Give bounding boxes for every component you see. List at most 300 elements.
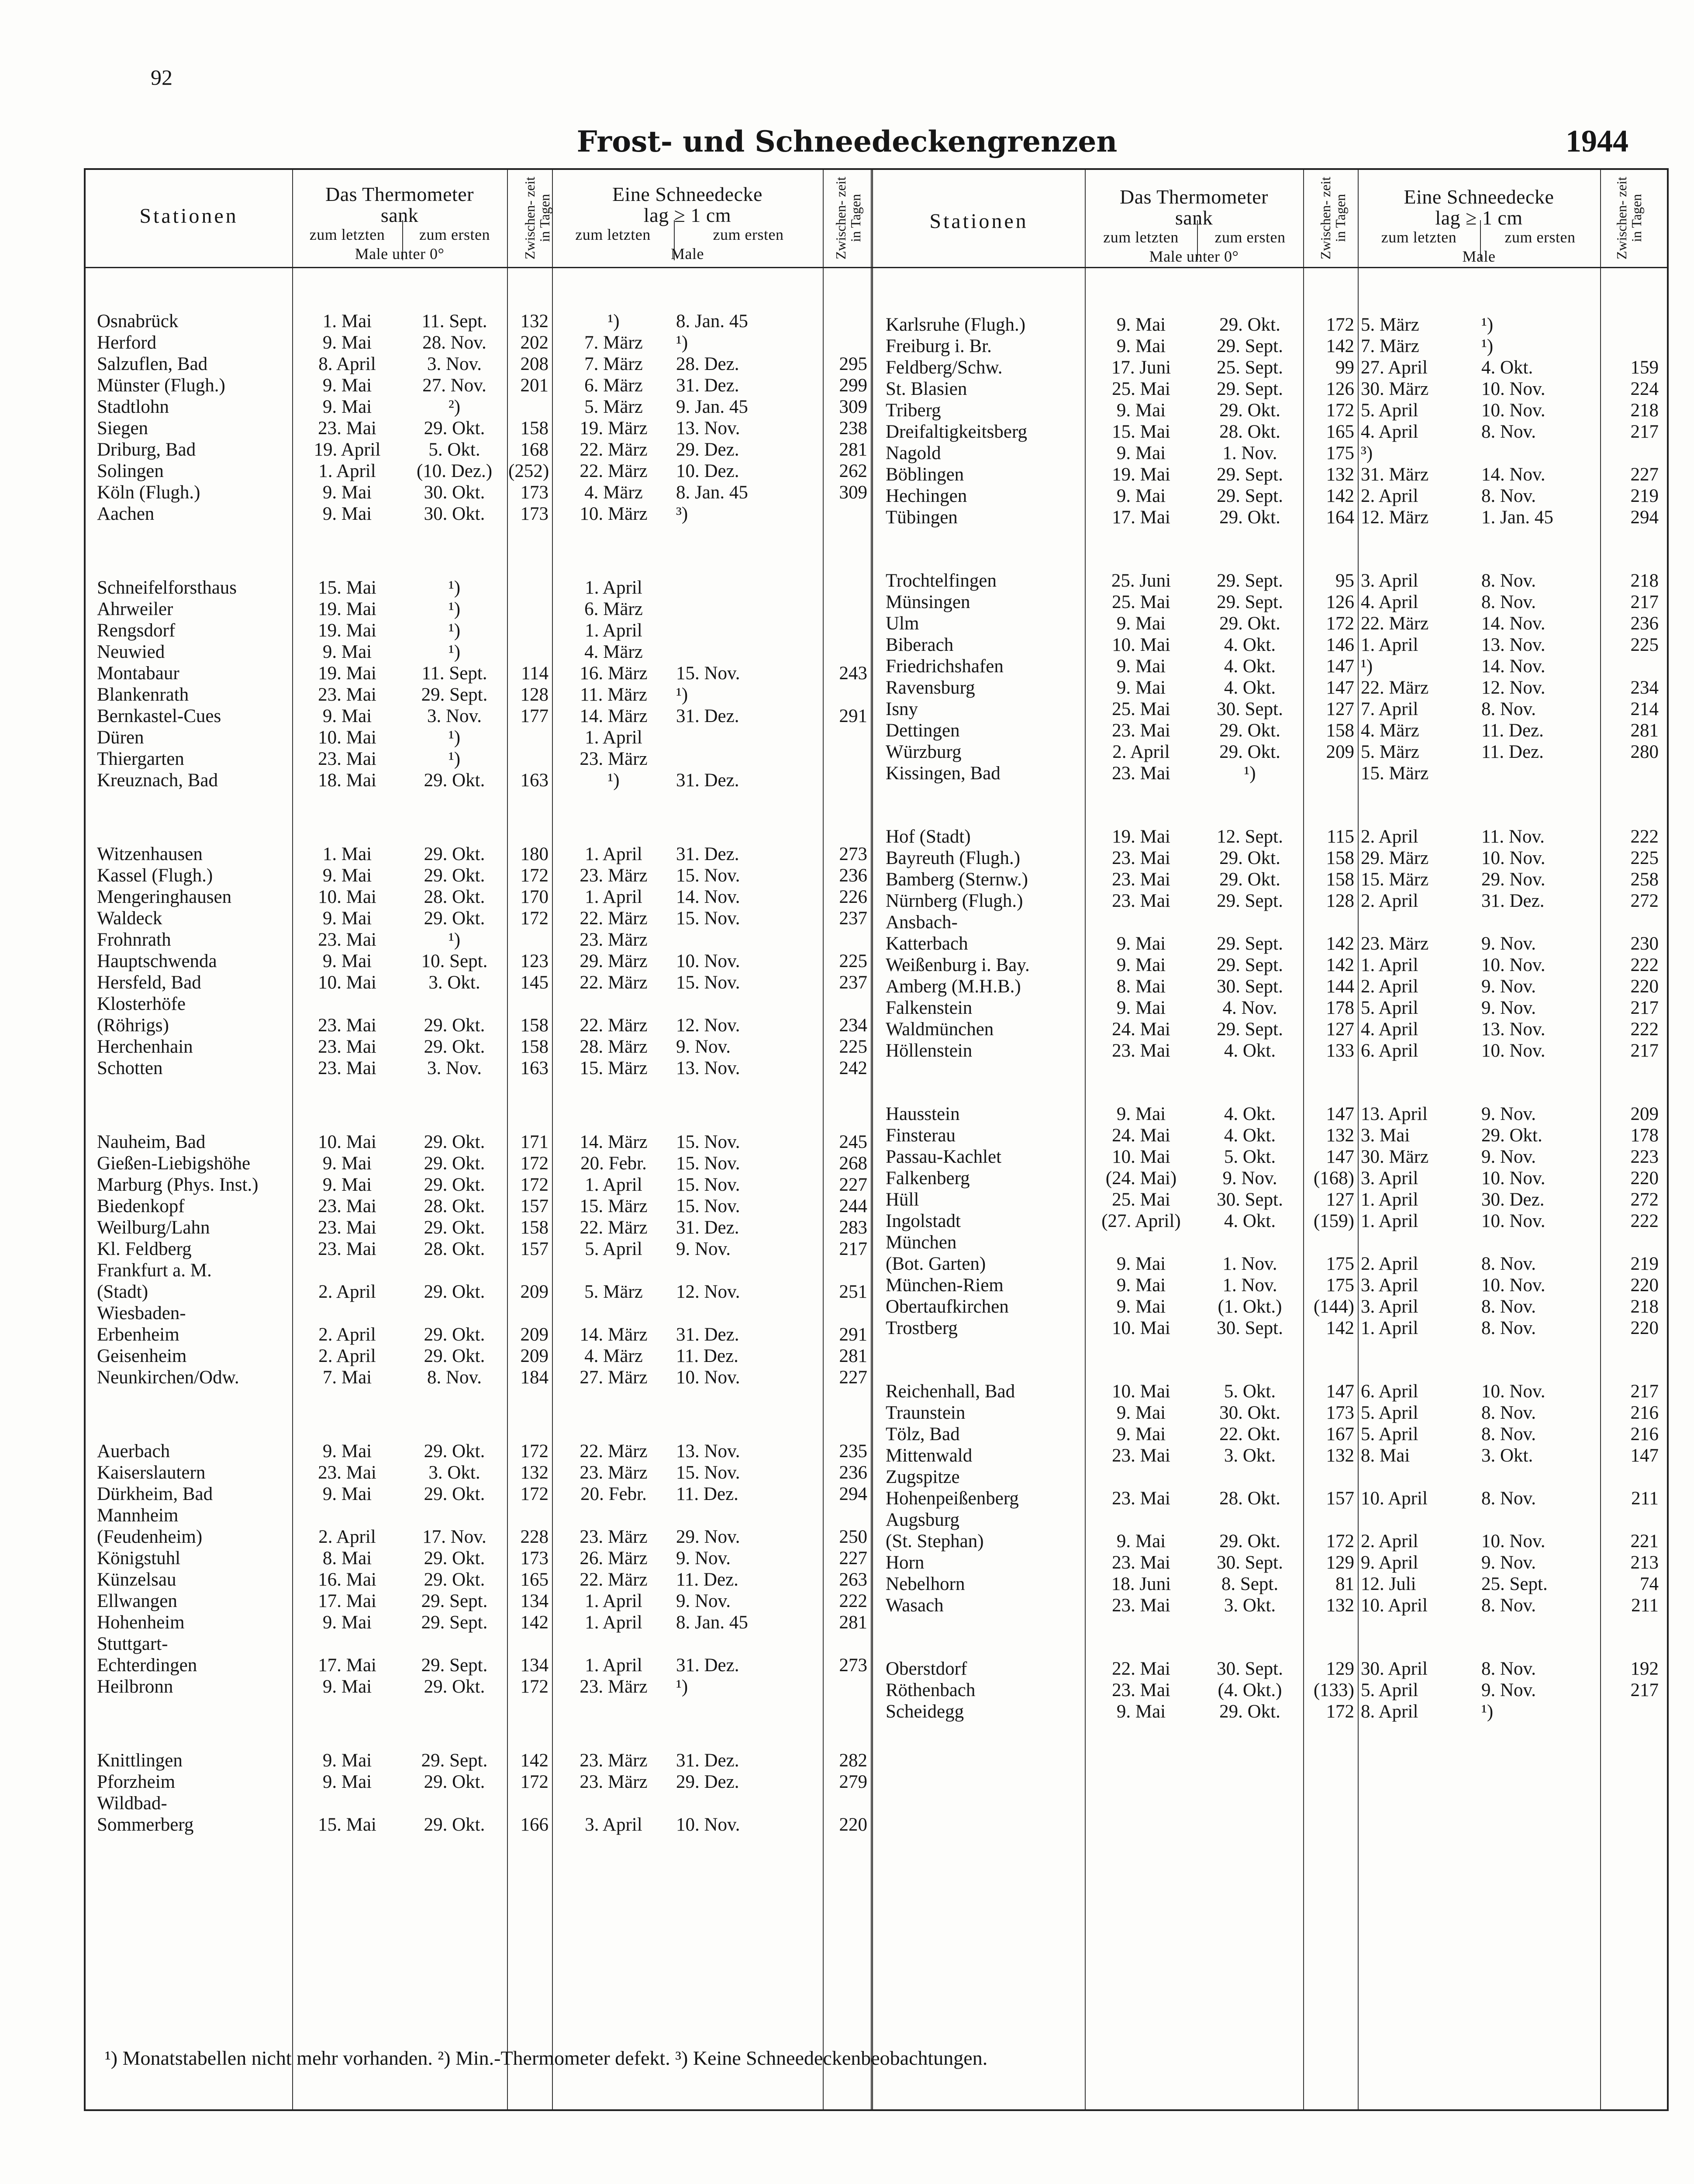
snow-free-days: 221 (1630, 1531, 1659, 1552)
snow-last: 28. März (580, 1037, 648, 1057)
snow-first: 14. Nov. (1481, 656, 1546, 677)
snow-first: 25. Sept. (1481, 1574, 1548, 1594)
station-name: Klosterhöfe (97, 994, 186, 1014)
last-frost: 9. Mai (1116, 486, 1166, 506)
last-frost: 10. Mai (318, 727, 376, 748)
frost-free-days: 158 (520, 1217, 549, 1238)
table-row (86, 1296, 1667, 1317)
frost-free-days: 173 (520, 504, 549, 524)
snow-first: 31. Dez. (676, 1655, 739, 1676)
frost-free-days: 158 (520, 418, 549, 439)
table-row (86, 1210, 1667, 1232)
frost-free-days: 175 (1326, 1254, 1354, 1274)
last-frost: 23. Mai (1112, 1595, 1170, 1616)
last-frost: 9. Mai (322, 642, 372, 662)
first-frost: 29. Okt. (424, 1548, 485, 1569)
frost-free-days: 209 (520, 1324, 549, 1345)
frost-free-days: (133) (1313, 1680, 1354, 1700)
snow-first: 12. Nov. (1481, 677, 1546, 698)
frost-free-days: 158 (520, 1037, 549, 1057)
snow-first: 8. Nov. (1481, 486, 1536, 506)
station-name: Bernkastel-Cues (97, 706, 221, 726)
snow-free-days: 222 (1630, 1211, 1659, 1231)
snow-first: 15. Nov. (676, 1462, 740, 1483)
table-row (86, 1531, 1667, 1552)
last-frost: 8. Mai (1116, 976, 1166, 997)
snow-first: 11. Dez. (1481, 742, 1544, 762)
header-thermo-sank-left: sank (380, 204, 419, 226)
table-row (86, 613, 1667, 634)
snow-last: ³) (1361, 443, 1373, 463)
snow-first: 14. Nov. (676, 887, 740, 907)
snow-free-days: 211 (1631, 1488, 1659, 1509)
header-zwischenzeit: Zwischen- zeit in Tagen (1318, 176, 1348, 259)
station-name: Böblingen (886, 464, 964, 485)
snow-free-days: 217 (1630, 422, 1659, 442)
snow-last: 1. April (1361, 635, 1418, 655)
table-row (86, 1275, 1667, 1296)
table-row (86, 1595, 1667, 1616)
snow-first: 13. Nov. (676, 418, 740, 439)
first-frost: (10. Dez.) (416, 461, 493, 481)
station-name: Ingolstadt (886, 1211, 961, 1231)
table-row (86, 1679, 1667, 1701)
frost-free-days: 209 (520, 1346, 549, 1366)
snow-free-days: 237 (839, 972, 867, 993)
snow-first: 29. Nov. (1481, 869, 1546, 890)
snow-first: 8. Jan. 45 (676, 1612, 748, 1633)
frost-free-days: 228 (520, 1527, 549, 1547)
snow-first: 31. Dez. (676, 706, 739, 726)
last-frost: 23. Mai (318, 1015, 376, 1036)
snow-last: 23. März (580, 1676, 648, 1697)
snow-first: 29. Dez. (676, 439, 739, 460)
first-frost: 30. Okt. (1219, 1403, 1280, 1423)
first-frost: ¹) (448, 749, 461, 769)
frost-free-days: 132 (520, 1462, 549, 1483)
last-frost: 25. Mai (1112, 699, 1170, 719)
station-name: (Feudenheim) (97, 1527, 203, 1547)
snow-free-days: 236 (839, 865, 867, 886)
snow-last: ¹) (607, 311, 620, 332)
header-zum-ersten: zum ersten (1504, 228, 1576, 246)
last-frost: 9. Mai (322, 951, 372, 971)
first-frost: 29. Okt. (1219, 314, 1280, 335)
frost-free-days: 171 (520, 1132, 549, 1152)
snow-last: 22. März (580, 1569, 648, 1590)
frost-free-days: 147 (1326, 656, 1354, 677)
station-name: Biedenkopf (97, 1196, 185, 1216)
station-name: Herford (97, 332, 157, 353)
station-name: Kreuznach, Bad (97, 770, 218, 791)
station-name: Neunkirchen/Odw. (97, 1367, 239, 1388)
snow-last: 4. April (1361, 592, 1418, 612)
snow-free-days: 299 (839, 375, 867, 396)
snow-last: 23. März (580, 749, 648, 769)
table-row (86, 656, 1667, 677)
frost-free-days: 142 (1326, 486, 1354, 506)
first-frost: 25. Sept. (1217, 357, 1283, 378)
frost-free-days: 132 (1326, 1595, 1354, 1616)
last-frost: 23. Mai (318, 1196, 376, 1216)
snow-free-days: 222 (1630, 826, 1659, 847)
table-row (86, 1750, 1667, 1771)
snow-free-days: 262 (839, 461, 867, 481)
last-frost: 1. Mai (322, 311, 372, 332)
snow-free-days: 237 (839, 908, 867, 929)
snow-free-days: 280 (1630, 742, 1659, 762)
last-frost: 19. Mai (1112, 464, 1170, 485)
snow-first: 31. Dez. (1481, 891, 1545, 911)
header-zum-ersten: zum ersten (713, 226, 784, 243)
frost-free-days: 172 (1326, 1531, 1354, 1552)
first-frost: 10. Sept. (421, 951, 488, 971)
first-frost: 29. Sept. (421, 1750, 488, 1771)
last-frost: 17. Juni (1111, 357, 1171, 378)
first-frost: 29. Okt. (424, 1132, 485, 1152)
snow-first: 9. Nov. (1481, 998, 1536, 1018)
snow-first: 8. Nov. (1481, 1254, 1536, 1274)
frost-free-days: 95 (1335, 570, 1354, 591)
frost-free-days: 168 (520, 439, 549, 460)
snow-first: 13. Nov. (1481, 635, 1546, 655)
first-frost: 29. Okt. (1219, 869, 1280, 890)
station-name: Rengsdorf (97, 620, 176, 641)
table-row (86, 912, 1667, 933)
first-frost: 29. Okt. (424, 1814, 485, 1835)
snow-free-days: 258 (1630, 869, 1659, 890)
station-name: Reichenhall, Bad (886, 1381, 1015, 1402)
station-name: Erbenheim (97, 1324, 179, 1345)
station-name: St. Blasien (886, 379, 967, 399)
snow-first: 3. Okt. (1481, 1445, 1533, 1466)
snow-last: 23. März (580, 865, 648, 886)
snow-last: 5. März (1361, 742, 1419, 762)
table-row (86, 677, 1667, 698)
snow-first: 8. Nov. (1481, 1488, 1536, 1509)
snow-first: 10. Nov. (1481, 379, 1546, 399)
snow-free-days: 227 (839, 1548, 867, 1569)
station-name: Kassel (Flugh.) (97, 865, 213, 886)
frost-free-days: 175 (1326, 1275, 1354, 1296)
last-frost: 9. Mai (1116, 1104, 1166, 1124)
snow-free-days: 251 (839, 1282, 867, 1302)
snow-free-days: 227 (1630, 464, 1659, 485)
first-frost: 28. Okt. (1219, 1488, 1280, 1509)
station-name: (St. Stephan) (886, 1531, 984, 1552)
snow-free-days: 273 (839, 1655, 867, 1676)
snow-free-days: 234 (1630, 677, 1659, 698)
first-frost: ²) (448, 397, 461, 417)
snow-first: 9. Nov. (1481, 1104, 1536, 1124)
first-frost: ¹) (1244, 763, 1256, 784)
snow-free-days: 243 (839, 663, 867, 684)
first-frost: ¹) (448, 930, 461, 950)
last-frost: 23. Mai (318, 1217, 376, 1238)
last-frost: 9. Mai (322, 1484, 372, 1504)
last-frost: 9. Mai (1116, 933, 1166, 954)
first-frost: 29. Okt. (424, 1569, 485, 1590)
station-name: Kissingen, Bad (886, 763, 1001, 784)
snow-last: 10. März (580, 504, 648, 524)
snow-last: 1. April (585, 727, 642, 748)
first-frost: 29. Okt. (424, 1676, 485, 1697)
last-frost: 1. April (318, 461, 376, 481)
station-name: Künzelsau (97, 1569, 176, 1590)
last-frost: 23. Mai (1112, 720, 1170, 741)
last-frost: 16. Mai (318, 1569, 376, 1590)
snow-last: 23. März (580, 1527, 648, 1547)
last-frost: 15. Mai (318, 1814, 376, 1835)
snow-first: 11. Dez. (676, 1346, 738, 1366)
snow-first: 14. Nov. (1481, 464, 1546, 485)
snow-last: 6. April (1361, 1381, 1418, 1402)
last-frost: 19. Mai (1112, 826, 1170, 847)
snow-last: 30. April (1361, 1659, 1428, 1679)
snow-last: 2. April (1361, 976, 1418, 997)
station-name: Wiesbaden- (97, 1303, 186, 1324)
last-frost: 10. Mai (1112, 1381, 1170, 1402)
first-frost: 29. Okt. (1219, 1701, 1280, 1722)
header-zum-letzten: zum letzten (575, 226, 651, 243)
station-name: Auerbach (97, 1441, 170, 1462)
snow-last: 23. März (1361, 933, 1429, 954)
snow-first: 15. Nov. (676, 1132, 740, 1152)
header-schnee-lag-left: lag ≥ 1 cm (643, 204, 731, 226)
first-frost: 29. Okt. (424, 1324, 485, 1345)
frost-free-days: 184 (520, 1367, 549, 1388)
first-frost: 30. Sept. (1217, 699, 1283, 719)
last-frost: 23. Mai (318, 1462, 376, 1483)
snow-last: 1. April (585, 844, 642, 864)
header-rule (86, 267, 1667, 268)
snow-last: 22. März (580, 972, 648, 993)
first-frost: 29. Sept. (421, 1612, 488, 1633)
station-name: Witzenhausen (97, 844, 203, 864)
first-frost: 29. Sept. (1217, 570, 1283, 591)
snow-free-days: 245 (839, 1132, 867, 1152)
frost-free-days: 142 (1326, 1318, 1354, 1338)
last-frost: 9. Mai (322, 1441, 372, 1462)
last-frost: 25. Mai (1112, 592, 1170, 612)
snow-first: 10. Nov. (1481, 848, 1546, 868)
first-frost: 29. Okt. (1219, 720, 1280, 741)
frost-free-days: 129 (1326, 1659, 1354, 1679)
snow-first: 8. Nov. (1481, 422, 1536, 442)
first-frost: 29. Okt. (1219, 400, 1280, 421)
last-frost: 9. Mai (1116, 955, 1166, 975)
snow-first: 13. Nov. (676, 1058, 740, 1078)
station-name: Frohnrath (97, 930, 171, 950)
snow-last: 7. März (584, 332, 643, 353)
last-frost: 17. Mai (318, 1655, 376, 1676)
station-name: Solingen (97, 461, 164, 481)
last-frost: 25. Juni (1111, 570, 1171, 591)
snow-last: 7. März (1361, 336, 1419, 356)
header-stationen-left: Stationen (139, 204, 238, 228)
station-name: Montabaur (97, 663, 179, 684)
last-frost: 9. Mai (322, 482, 372, 503)
snow-first: 8. Nov. (1481, 1424, 1536, 1444)
snow-free-days: 294 (1630, 507, 1659, 528)
last-frost: 23. Mai (1112, 1552, 1170, 1573)
snow-first: 8. Nov. (1481, 1403, 1536, 1423)
first-frost: ¹) (448, 577, 461, 598)
snow-free-days: 234 (839, 1015, 867, 1036)
station-name: Horn (886, 1552, 925, 1573)
snow-free-days: 235 (839, 1441, 867, 1462)
snow-free-days: 209 (1630, 1104, 1659, 1124)
last-frost: 23. Mai (1112, 1488, 1170, 1509)
first-frost: 28. Okt. (424, 1239, 485, 1259)
first-frost: 12. Sept. (1217, 826, 1283, 847)
first-frost: 30. Sept. (1217, 976, 1283, 997)
snow-first: 9. Nov. (1481, 976, 1536, 997)
snow-last: 4. März (584, 1346, 643, 1366)
header-male-unter: Male unter 0° (1149, 248, 1239, 265)
snow-last: 11. März (580, 684, 647, 705)
header-male: Male (1462, 248, 1496, 265)
snow-last: 20. Febr. (580, 1484, 647, 1504)
frost-free-days: 172 (1326, 400, 1354, 421)
last-frost: 19. April (314, 439, 381, 460)
last-frost: 23. Mai (318, 1239, 376, 1259)
first-frost: 29. Okt. (424, 1346, 485, 1366)
snow-free-days: 217 (1630, 1381, 1659, 1402)
station-name: Nürnberg (Flugh.) (886, 891, 1023, 911)
snow-free-days: 281 (1630, 720, 1659, 741)
last-frost: 23. Mai (318, 684, 376, 705)
first-frost: 29. Sept. (1217, 464, 1283, 485)
frost-free-days: 173 (520, 482, 549, 503)
table-row (86, 1125, 1667, 1146)
station-name: Sommerberg (97, 1814, 194, 1835)
frost-free-days: 129 (1326, 1552, 1354, 1573)
frost-free-days: 208 (520, 354, 549, 374)
first-frost: 29. Okt. (1219, 742, 1280, 762)
last-frost: 15. Mai (1112, 422, 1170, 442)
frost-free-days: 165 (520, 1569, 549, 1590)
station-name: Siegen (97, 418, 148, 439)
frost-free-days: 99 (1335, 357, 1354, 378)
first-frost: 17. Nov. (422, 1527, 486, 1547)
table-row (86, 763, 1667, 784)
last-frost: 2. April (318, 1527, 376, 1547)
snow-last: 2. April (1361, 826, 1418, 847)
first-frost: 30. Sept. (1217, 1189, 1283, 1210)
last-frost: 18. Juni (1111, 1574, 1171, 1594)
snow-last: 15. März (580, 1196, 648, 1216)
station-name: Kaiserslautern (97, 1462, 206, 1483)
station-name: Mengeringhausen (97, 887, 232, 907)
first-frost: 29. Okt. (424, 1217, 485, 1238)
snow-first: 15. Nov. (676, 663, 740, 684)
first-frost: 4. Nov. (1222, 998, 1277, 1018)
frost-free-days: 201 (520, 375, 549, 396)
header-thermo-left: Das Thermometer (325, 183, 474, 205)
table-row (86, 421, 1667, 442)
snow-last: 22. März (580, 439, 648, 460)
snow-first: 9. Nov. (1481, 1680, 1536, 1700)
snow-first: 10. Nov. (676, 1814, 740, 1835)
snow-free-days: 222 (1630, 955, 1659, 975)
last-frost: 9. Mai (322, 1676, 372, 1697)
station-name: Ellwangen (97, 1591, 177, 1611)
last-frost: 9. Mai (1116, 336, 1166, 356)
first-frost: 30. Sept. (1217, 1659, 1283, 1679)
last-frost: 23. Mai (1112, 848, 1170, 868)
first-frost: ¹) (448, 620, 461, 641)
snow-last: 14. März (580, 1324, 648, 1345)
station-name: Ansbach- (886, 912, 958, 933)
snow-last: 6. April (1361, 1040, 1418, 1061)
last-frost: 8. Mai (322, 1548, 372, 1569)
first-frost: (4. Okt.) (1218, 1680, 1282, 1700)
snow-first: 15. Nov. (676, 972, 740, 993)
snow-free-days: 281 (839, 1612, 867, 1633)
frost-free-days: 163 (520, 770, 549, 791)
header-schnee-left: Eine Schneedecke (612, 183, 762, 205)
station-name: Ulm (886, 613, 919, 634)
first-frost: 3. Nov. (427, 706, 482, 726)
snow-free-days: 236 (1630, 613, 1659, 634)
first-frost: 29. Sept. (1217, 933, 1283, 954)
frost-free-days: 134 (520, 1591, 549, 1611)
frost-free-days: 172 (520, 1153, 549, 1174)
table-row (86, 1040, 1667, 1061)
snow-first: 13. Nov. (676, 1441, 740, 1462)
page-title: Frost- und Schneedeckengrenzen (576, 124, 1118, 159)
station-name: Tübingen (886, 507, 958, 528)
snow-free-days: 217 (1630, 998, 1659, 1018)
header-zwischenzeit: Zwischen- zeit in Tagen (833, 176, 863, 259)
last-frost: 19. Mai (318, 599, 376, 619)
snow-free-days: 147 (1630, 1445, 1659, 1466)
station-name: Münster (Flugh.) (97, 375, 225, 396)
frost-free-days: 115 (1327, 826, 1354, 847)
frost-free-days: 142 (1326, 955, 1354, 975)
snow-free-days: 226 (839, 887, 867, 907)
snow-free-days: 224 (1630, 379, 1659, 399)
last-frost: 23. Mai (1112, 1040, 1170, 1061)
snow-last: 9. April (1361, 1552, 1418, 1573)
first-frost: 30. Sept. (1217, 1552, 1283, 1573)
snow-last: 5. April (1361, 998, 1418, 1018)
table-row (86, 698, 1667, 720)
first-frost: 29. Okt. (424, 1441, 485, 1462)
first-frost: 3. Okt. (1224, 1595, 1276, 1616)
snow-first: ¹) (676, 332, 688, 353)
snow-free-days: 283 (839, 1217, 867, 1238)
snow-free-days: 216 (1630, 1424, 1659, 1444)
station-name: Aachen (97, 504, 155, 524)
snow-free-days: 227 (839, 1367, 867, 1388)
header-stationen-right: Stationen (929, 210, 1028, 233)
frost-free-days: 172 (520, 908, 549, 929)
snow-last: 3. April (1361, 570, 1418, 591)
snow-last: 27. April (1361, 357, 1428, 378)
last-frost: 10. Mai (318, 972, 376, 993)
station-name: Mittenwald (886, 1445, 973, 1466)
frost-free-days: 126 (1326, 379, 1354, 399)
table-row (86, 400, 1667, 421)
snow-free-days: 220 (1630, 1318, 1659, 1338)
snow-free-days: 214 (1630, 699, 1659, 719)
snow-last: 4. April (1361, 1019, 1418, 1040)
first-frost: 30. Sept. (1217, 1318, 1283, 1338)
snow-last: 2. April (1361, 891, 1418, 911)
last-frost: 9. Mai (1116, 656, 1166, 677)
